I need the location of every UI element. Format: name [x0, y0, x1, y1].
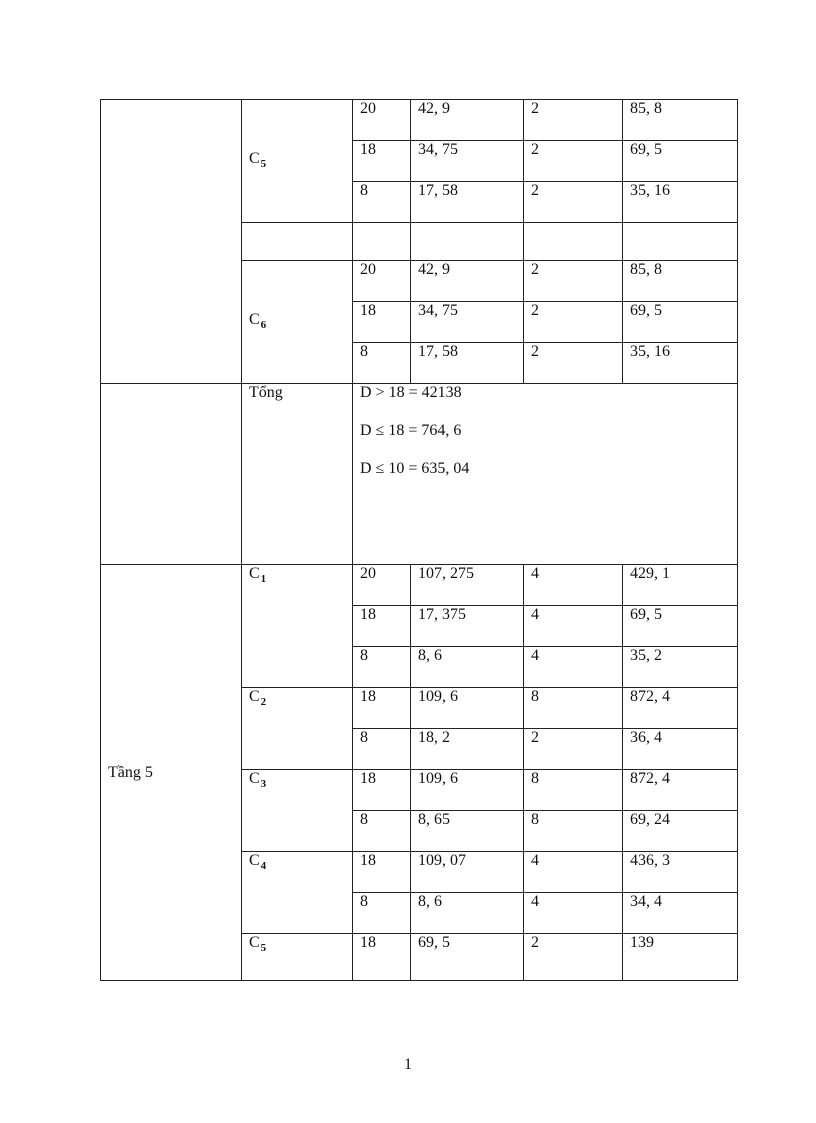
column-name: C — [249, 565, 260, 582]
empty-cell — [353, 223, 411, 261]
floor-label-cell — [101, 100, 242, 384]
length-cell: 17, 375 — [411, 606, 524, 647]
quantity-cell: 4 — [524, 893, 623, 934]
total-length-cell: 429, 1 — [623, 565, 738, 606]
diameter-cell: 18 — [353, 141, 411, 182]
length-cell: 8, 6 — [411, 893, 524, 934]
quantity-cell: 2 — [524, 141, 623, 182]
diameter-cell: 20 — [353, 100, 411, 141]
total-length-cell: 436, 3 — [623, 852, 738, 893]
diameter-cell: 8 — [353, 647, 411, 688]
column-name-cell — [242, 565, 353, 688]
length-cell: 109, 6 — [411, 688, 524, 729]
quantity-cell: 2 — [524, 343, 623, 384]
table-row — [101, 565, 738, 606]
column-name: C — [249, 770, 260, 787]
column-subscript: 2 — [260, 696, 267, 708]
length-cell: 17, 58 — [411, 343, 524, 384]
empty-cell — [101, 384, 242, 565]
empty-cell — [411, 223, 524, 261]
column-name: C — [249, 852, 260, 869]
quantity-cell: 2 — [524, 100, 623, 141]
quantity-cell: 8 — [524, 811, 623, 852]
empty-cell — [242, 223, 353, 261]
column-name-cell — [242, 770, 353, 852]
diameter-cell: 20 — [353, 261, 411, 302]
rebar-table — [100, 99, 738, 981]
diameter-cell: 20 — [353, 565, 411, 606]
column-name: C — [249, 149, 260, 167]
total-length-cell: 139 — [623, 934, 738, 981]
column-subscript: 5 — [260, 157, 267, 170]
empty-cell — [623, 223, 738, 261]
diameter-cell: 18 — [353, 770, 411, 811]
total-label: Tổng — [242, 384, 353, 565]
total-length-cell: 69, 5 — [623, 302, 738, 343]
total-length-cell: 35, 2 — [623, 647, 738, 688]
total-length-cell: 85, 8 — [623, 261, 738, 302]
column-subscript: 4 — [260, 860, 267, 872]
total-length-cell: 69, 5 — [623, 141, 738, 182]
total-length-cell: 872, 4 — [623, 770, 738, 811]
floor-label-cell — [101, 565, 242, 981]
total-formula-line: D ≤ 10 = 635, 04 — [360, 460, 470, 477]
length-cell: 107, 275 — [411, 565, 524, 606]
column-subscript: 6 — [260, 318, 267, 331]
quantity-cell: 4 — [524, 606, 623, 647]
quantity-cell: 2 — [524, 302, 623, 343]
length-cell: 34, 75 — [411, 141, 524, 182]
quantity-cell: 2 — [524, 934, 623, 981]
length-cell: 69, 5 — [411, 934, 524, 981]
diameter-cell: 8 — [353, 343, 411, 384]
total-length-cell: 36, 4 — [623, 729, 738, 770]
column-name: C — [249, 934, 260, 951]
column-name-cell — [242, 934, 353, 981]
length-cell: 18, 2 — [411, 729, 524, 770]
quantity-cell: 4 — [524, 647, 623, 688]
floor-label: Tầng 5 — [108, 763, 153, 781]
total-length-cell: 85, 8 — [623, 100, 738, 141]
empty-cell — [524, 223, 623, 261]
total-formula-line: D > 18 = 42138 — [360, 384, 462, 401]
column-name: C — [249, 688, 260, 705]
length-cell: 17, 58 — [411, 182, 524, 223]
column-subscript: 3 — [260, 778, 267, 790]
quantity-cell: 4 — [524, 565, 623, 606]
column-name-cell — [242, 688, 353, 770]
length-cell: 8, 6 — [411, 647, 524, 688]
quantity-cell: 2 — [524, 261, 623, 302]
total-length-cell: 872, 4 — [623, 688, 738, 729]
total-length-cell: 34, 4 — [623, 893, 738, 934]
quantity-cell: 8 — [524, 688, 623, 729]
column-name-cell — [242, 100, 353, 223]
quantity-cell: 8 — [524, 770, 623, 811]
total-length-cell: 35, 16 — [623, 182, 738, 223]
length-cell: 42, 9 — [411, 261, 524, 302]
column-name-cell — [242, 261, 353, 384]
length-cell: 42, 9 — [411, 100, 524, 141]
quantity-cell: 2 — [524, 729, 623, 770]
column-subscript: 1 — [260, 573, 267, 585]
total-formulas — [353, 384, 738, 565]
diameter-cell: 8 — [353, 729, 411, 770]
diameter-cell: 18 — [353, 302, 411, 343]
column-name: C — [249, 310, 260, 328]
page-number: 1 — [404, 1056, 412, 1073]
diameter-cell: 8 — [353, 182, 411, 223]
length-cell: 34, 75 — [411, 302, 524, 343]
diameter-cell: 8 — [353, 811, 411, 852]
diameter-cell: 8 — [353, 893, 411, 934]
diameter-cell: 18 — [353, 688, 411, 729]
diameter-cell: 18 — [353, 852, 411, 893]
total-row — [101, 384, 738, 565]
diameter-cell: 18 — [353, 934, 411, 981]
length-cell: 109, 6 — [411, 770, 524, 811]
column-subscript: 5 — [260, 942, 267, 954]
quantity-cell: 2 — [524, 182, 623, 223]
column-name-cell — [242, 852, 353, 934]
length-cell: 109, 07 — [411, 852, 524, 893]
total-length-cell: 69, 24 — [623, 811, 738, 852]
length-cell: 8, 65 — [411, 811, 524, 852]
quantity-cell: 4 — [524, 852, 623, 893]
total-length-cell: 35, 16 — [623, 343, 738, 384]
total-formula-line: D ≤ 18 = 764, 6 — [360, 422, 462, 439]
total-length-cell: 69, 5 — [623, 606, 738, 647]
table-row — [101, 100, 738, 141]
diameter-cell: 18 — [353, 606, 411, 647]
